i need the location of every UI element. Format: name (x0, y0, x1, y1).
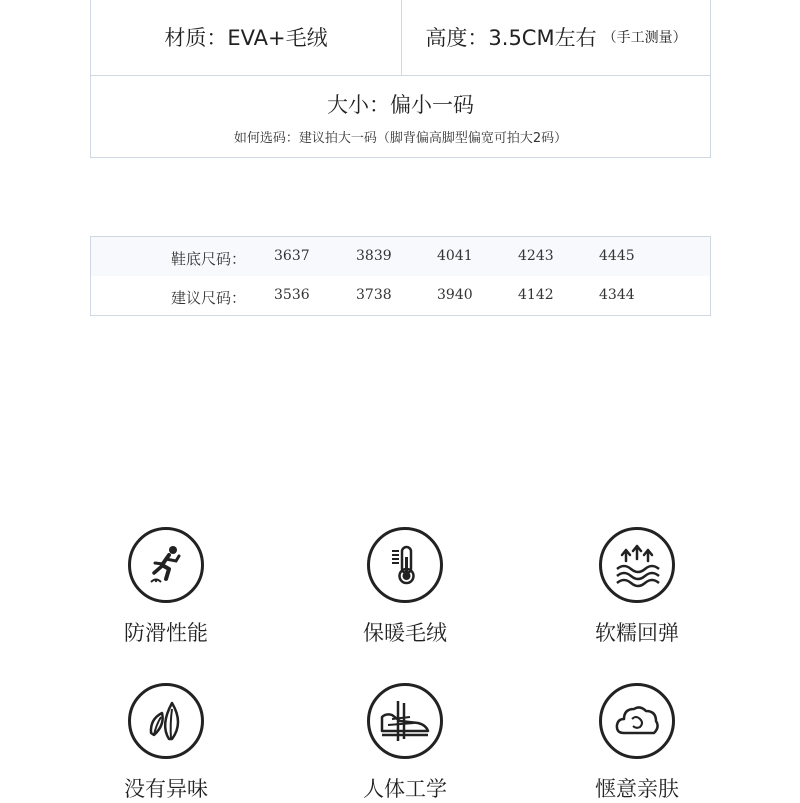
table-row (91, 276, 710, 315)
table-cell: 3637 (274, 248, 310, 264)
rebound-icon (599, 527, 675, 603)
thermometer-icon (367, 527, 443, 603)
feature-label: 人体工学 (363, 777, 447, 801)
feature-skin-friendly (557, 683, 717, 803)
spec-table (90, 0, 711, 158)
size-title: 大小：偏小一码 (327, 93, 474, 117)
table-cell: 3940 (437, 287, 473, 303)
table-cell: 4142 (518, 287, 554, 303)
height-cell (402, 0, 710, 75)
row-label: 鞋底尺码： (171, 250, 247, 268)
cloud-icon (599, 683, 675, 759)
table-cell: 4445 (599, 248, 635, 264)
slip-icon (128, 527, 204, 603)
spec-row-material-height (91, 0, 710, 76)
table-cell: 4243 (518, 248, 554, 264)
height-text: 高度：3.5CM左右 (425, 26, 597, 50)
size-tip: 如何选码：建议拍大一码（脚背偏高脚型偏宽可拍大2码） (233, 131, 568, 146)
shoe-icon (367, 683, 443, 759)
feature-ergonomics (325, 683, 485, 803)
feature-soft-rebound (557, 527, 717, 647)
table-row (91, 237, 710, 277)
feature-label: 防滑性能 (124, 621, 208, 645)
size-table (90, 236, 711, 316)
feature-warm-plush (325, 527, 485, 647)
row-label: 建议尺码： (171, 289, 247, 307)
height-note: （手工测量） (602, 30, 687, 46)
feature-label: 惬意亲肤 (595, 777, 679, 801)
feature-anti-slip (86, 527, 246, 647)
feature-no-odor (86, 683, 246, 803)
material-cell (91, 0, 402, 75)
table-cell: 4344 (599, 287, 635, 303)
leaf-icon (128, 683, 204, 759)
table-cell: 3738 (356, 287, 392, 303)
material-text: 材质：EVA+毛绒 (164, 26, 328, 50)
table-cell: 4041 (437, 248, 473, 264)
table-cell: 3536 (274, 287, 310, 303)
feature-label: 软糯回弹 (595, 621, 679, 645)
feature-label: 保暖毛绒 (363, 621, 447, 645)
feature-label: 没有异味 (124, 777, 208, 801)
table-cell: 3839 (356, 248, 392, 264)
